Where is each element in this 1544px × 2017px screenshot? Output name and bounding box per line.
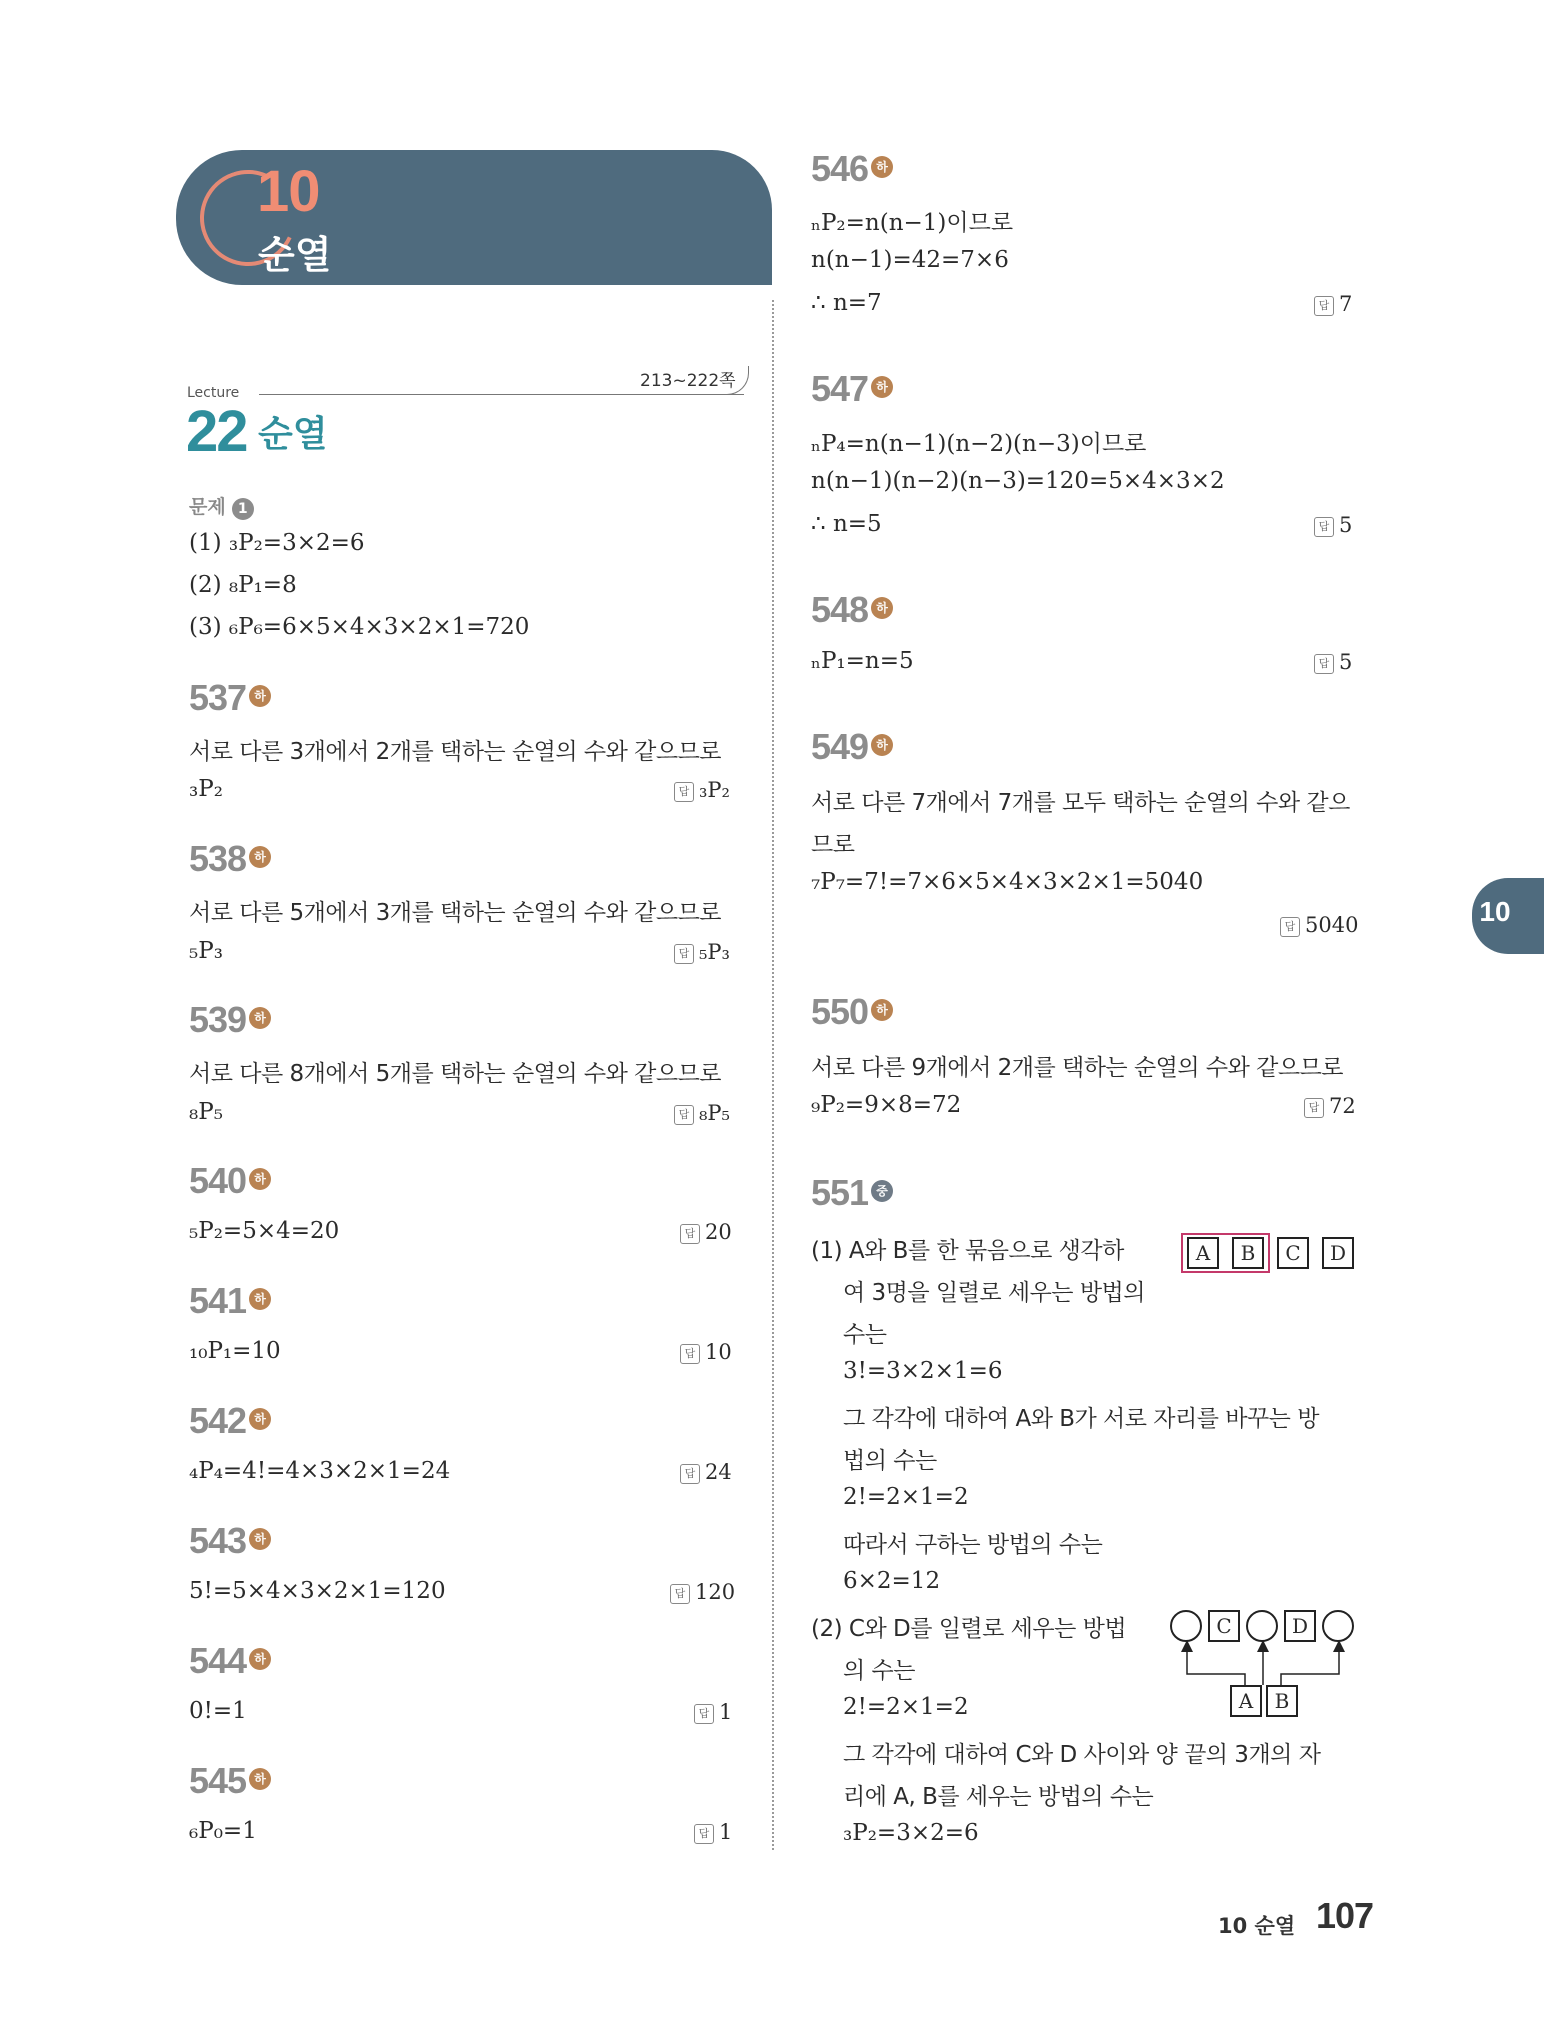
answer (674, 940, 730, 964)
solution-line: 그 각각에 대하여 C와 D 사이와 양 끝의 3개의 자 (843, 1742, 1321, 1768)
solution-line: ₙP₁=n=5 (811, 648, 914, 674)
solution-line: 의 수는 (843, 1658, 915, 1684)
solution-line: ₅P₂=5×4=20 (189, 1218, 340, 1244)
problem-number: 546 (811, 148, 869, 189)
difficulty-badge: 하 (871, 376, 893, 398)
solution-line: 2!=2×1=2 (843, 1694, 969, 1720)
answer (680, 1340, 732, 1364)
solution-line: ₃P₂ (189, 776, 223, 802)
solution-line: ₙP₂=n(n−1)이므로 (811, 210, 1014, 236)
solution-line: 리에 A, B를 세우는 방법의 수는 (843, 1784, 1154, 1810)
solution-line: ₁₀P₁=10 (189, 1338, 281, 1364)
chapter-title: 순열 (258, 233, 332, 277)
arrow-line (1187, 1646, 1245, 1685)
solution-line: (2) C와 D를 일렬로 세우는 방법 (811, 1616, 1127, 1642)
problem-header (811, 368, 893, 410)
solution-line: n(n−1)=42=7×6 (811, 247, 1009, 273)
solution-line: 서로 다른 5개에서 3개를 택하는 순열의 수와 같으므로 (189, 900, 722, 926)
answer (1304, 1094, 1356, 1118)
solution-line: 법의 수는 (843, 1448, 937, 1474)
problem-number: 537 (189, 677, 247, 718)
answer-icon: 답 (1280, 917, 1300, 937)
answer-value: 120 (695, 1580, 736, 1604)
answer-value: ₅P₃ (699, 940, 730, 964)
solution-line: 수는 (843, 1322, 887, 1348)
answer-icon: 답 (670, 1584, 690, 1604)
problem-number: 550 (811, 991, 869, 1032)
problem-label-text: 문제 (189, 496, 226, 518)
solution-line: 므로 (811, 832, 855, 858)
answer-icon: 답 (674, 1105, 694, 1125)
problem-header (811, 726, 893, 768)
answer (680, 1460, 732, 1484)
solution-line: 따라서 구하는 방법의 수는 (843, 1532, 1103, 1558)
answer-icon: 답 (680, 1344, 700, 1364)
problem-number: 551 (811, 1172, 869, 1213)
difficulty-badge: 하 (249, 1408, 271, 1430)
slot-circle (1322, 1610, 1354, 1642)
answer-icon: 답 (1314, 654, 1334, 674)
diagram-box: A (1230, 1685, 1262, 1717)
answer (1314, 513, 1352, 537)
difficulty-badge: 하 (249, 846, 271, 868)
problem1-item: (1) ₃P₂=3×2=6 (189, 530, 365, 556)
answer (670, 1580, 735, 1604)
diagram-box: A (1187, 1237, 1219, 1269)
answer-icon: 답 (694, 1704, 714, 1724)
difficulty-badge: 하 (249, 685, 271, 707)
lecture-caption: Lecture (187, 385, 240, 401)
answer-icon: 답 (694, 1824, 714, 1844)
answer-value: 24 (705, 1460, 732, 1484)
solution-line: 2!=2×1=2 (843, 1484, 969, 1510)
solution-line: 서로 다른 3개에서 2개를 택하는 순열의 수와 같으므로 (189, 739, 722, 765)
problem1-item: (3) ₆P₆=6×5×4×3×2×1=720 (189, 614, 530, 640)
problem-number: 538 (189, 838, 247, 879)
lecture-pages: 213~222쪽 (640, 371, 736, 391)
problem-header (189, 1640, 271, 1682)
answer-value: 1 (719, 1820, 733, 1844)
answer (1314, 650, 1352, 674)
solution-line: ₇P₇=7!=7×6×5×4×3×2×1=5040 (811, 869, 1204, 895)
lecture-number: 22 (186, 399, 247, 464)
answer-value: 20 (705, 1220, 732, 1244)
slot-circle (1170, 1610, 1202, 1642)
diagram-box: B (1266, 1685, 1298, 1717)
difficulty-badge: 하 (871, 597, 893, 619)
answer-value: 5 (1339, 513, 1353, 537)
solution-line: ₉P₂=9×8=72 (811, 1092, 962, 1118)
chapter-side-tab-label: 10 (1479, 896, 1511, 927)
difficulty-badge: 하 (871, 156, 893, 178)
answer (674, 778, 730, 802)
solution-line: 여 3명을 일렬로 세우는 방법의 (843, 1280, 1145, 1306)
problem-number: 539 (189, 999, 247, 1040)
answer-value: 5040 (1305, 913, 1359, 937)
arrows-svg (1160, 1640, 1370, 1690)
problem-header (189, 1280, 271, 1322)
chapter-number: 10 (257, 159, 320, 224)
solution-line: (1) A와 B를 한 묶음으로 생각하 (811, 1238, 1124, 1264)
solution-line: ₅P₃ (189, 938, 223, 964)
problem-header (811, 148, 893, 190)
page-number: 107 (1316, 1895, 1374, 1936)
difficulty-badge: 하 (249, 1648, 271, 1670)
answer (694, 1820, 732, 1844)
problem-header (189, 1160, 271, 1202)
solution-line: 6×2=12 (843, 1568, 941, 1594)
difficulty-badge: 하 (249, 1288, 271, 1310)
problem-number: 540 (189, 1160, 247, 1201)
answer (674, 1101, 730, 1125)
solution-line: 그 각각에 대하여 A와 B가 서로 자리를 바꾸는 방 (843, 1406, 1319, 1432)
problem-number: 544 (189, 1640, 247, 1681)
solution-line: 3!=3×2×1=6 (843, 1358, 1003, 1384)
problem-number: 545 (189, 1760, 247, 1801)
footer-chapter: 10 순열 (1218, 1914, 1296, 1938)
answer-value: ₃P₂ (699, 778, 730, 802)
slot-circle (1246, 1610, 1278, 1642)
problem-header (811, 589, 893, 631)
problem-header (189, 1760, 271, 1802)
answer-icon: 답 (680, 1224, 700, 1244)
problem-number: 549 (811, 726, 869, 767)
answer (1314, 292, 1352, 316)
answer-value: 5 (1339, 650, 1353, 674)
difficulty-badge: 하 (249, 1168, 271, 1190)
answer (1280, 913, 1358, 937)
problem-header (189, 999, 271, 1041)
problem-label-number: 1 (232, 498, 254, 520)
lecture-rule (259, 394, 744, 395)
problem-header (811, 991, 893, 1033)
problem-header (189, 1520, 271, 1562)
answer-icon: 답 (1314, 517, 1334, 537)
solution-line: ∴ n=5 (811, 511, 882, 537)
answer-icon: 답 (1314, 296, 1334, 316)
solution-line: 5!=5×4×3×2×1=120 (189, 1578, 446, 1604)
problem-header (189, 1400, 271, 1442)
answer-value: ₈P₅ (699, 1101, 730, 1125)
problem-header (189, 838, 271, 880)
problem-number: 548 (811, 589, 869, 630)
answer-value: 7 (1339, 292, 1353, 316)
solution-line: 서로 다른 7개에서 7개를 모두 택하는 순열의 수와 같으 (811, 790, 1350, 816)
problem-number: 542 (189, 1400, 247, 1441)
diagram-box: D (1322, 1237, 1354, 1269)
difficulty-badge: 중 (871, 1180, 893, 1202)
difficulty-badge: 하 (871, 999, 893, 1021)
solution-line: 0!=1 (189, 1698, 247, 1724)
diagram-box: B (1232, 1237, 1264, 1269)
column-divider (772, 300, 774, 1850)
answer (680, 1220, 732, 1244)
answer-icon: 답 (674, 782, 694, 802)
difficulty-badge: 하 (249, 1528, 271, 1550)
arrow-line (1281, 1646, 1339, 1685)
solution-line: ₙP₄=n(n−1)(n−2)(n−3)이므로 (811, 431, 1147, 457)
solution-line: ∴ n=7 (811, 290, 882, 316)
diagram-box: C (1208, 1610, 1240, 1642)
solution-line: ₃P₂=3×2=6 (843, 1820, 979, 1846)
difficulty-badge: 하 (871, 734, 893, 756)
answer-icon: 답 (674, 944, 694, 964)
answer-value: 72 (1329, 1094, 1356, 1118)
problem-label (189, 492, 254, 520)
answer-icon: 답 (1304, 1098, 1324, 1118)
solution-line: ₆P₀=1 (189, 1818, 257, 1844)
diagram-box: D (1284, 1610, 1316, 1642)
solution-line: 서로 다른 9개에서 2개를 택하는 순열의 수와 같으므로 (811, 1055, 1344, 1081)
solution-line: ₄P₄=4!=4×3×2×1=24 (189, 1458, 451, 1484)
difficulty-badge: 하 (249, 1007, 271, 1029)
answer-icon: 답 (680, 1464, 700, 1484)
solution-line: n(n−1)(n−2)(n−3)=120=5×4×3×2 (811, 468, 1225, 494)
problem-number: 547 (811, 368, 869, 409)
problem-header (189, 677, 271, 719)
answer-value: 10 (705, 1340, 732, 1364)
answer-value: 1 (719, 1700, 733, 1724)
diagram-box: C (1277, 1237, 1309, 1269)
problem-number: 541 (189, 1280, 247, 1321)
answer (694, 1700, 732, 1724)
solution-line: 서로 다른 8개에서 5개를 택하는 순열의 수와 같으므로 (189, 1061, 722, 1087)
problem1-item: (2) ₈P₁=8 (189, 572, 297, 598)
difficulty-badge: 하 (249, 1768, 271, 1790)
problem-number: 543 (189, 1520, 247, 1561)
lecture-title: 순열 (258, 414, 328, 455)
problem-header (811, 1172, 893, 1214)
solution-line: ₈P₅ (189, 1099, 223, 1125)
